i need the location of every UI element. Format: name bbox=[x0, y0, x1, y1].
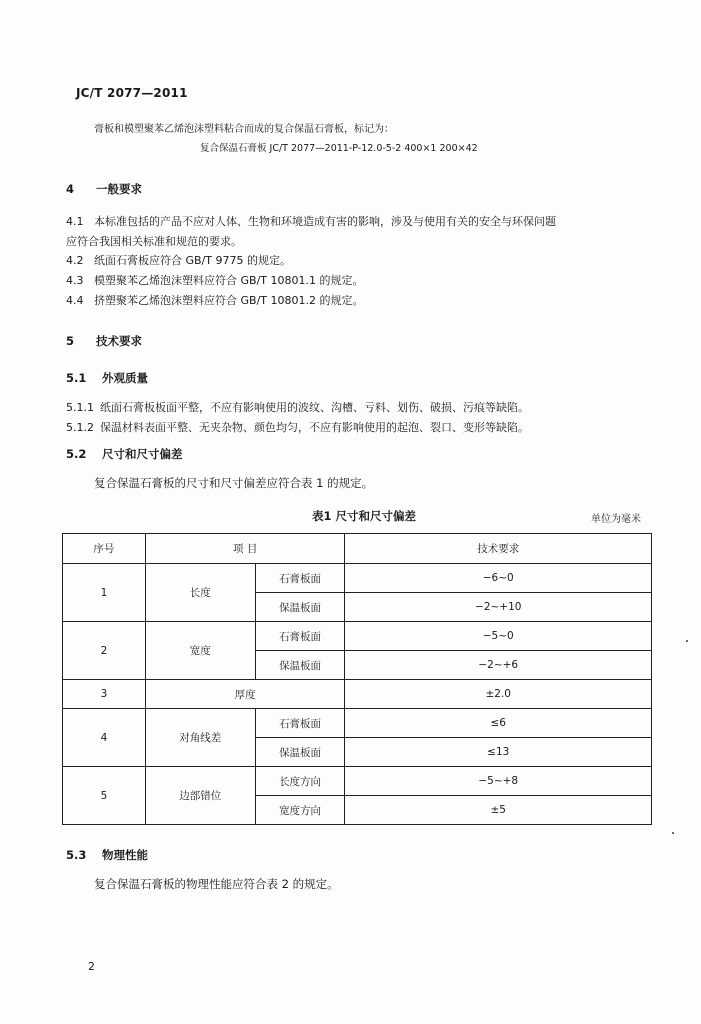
section-5-3-text: 复合保温石膏板的物理性能应符合表 2 的规定。 bbox=[94, 877, 339, 891]
section-5-heading bbox=[66, 333, 142, 349]
row-item: 边部错位 bbox=[145, 767, 255, 825]
header-item: 项 目 bbox=[145, 534, 345, 564]
clause-number: 4.4 bbox=[66, 294, 84, 307]
row-no: 1 bbox=[63, 564, 146, 622]
row-req: ±5 bbox=[345, 796, 652, 825]
row-req: −2~+6 bbox=[345, 651, 652, 680]
section-title: 尺寸和尺寸偏差 bbox=[102, 447, 183, 461]
row-subitem: 保温板面 bbox=[255, 593, 345, 622]
dimension-table bbox=[62, 533, 652, 825]
clause-4-1-continued: 应符合我国相关标准和规范的要求。 bbox=[66, 235, 242, 248]
row-subitem: 石膏板面 bbox=[255, 564, 345, 593]
header-no: 序号 bbox=[63, 534, 146, 564]
row-req: ≤13 bbox=[345, 738, 652, 767]
product-marking: 复合保温石膏板 JC/T 2077—2011-P-12.0-5-2 400×1 200×42 bbox=[200, 143, 478, 154]
section-5-2-heading bbox=[66, 446, 183, 462]
section-4-heading bbox=[66, 181, 142, 197]
section-number: 5.3 bbox=[66, 848, 87, 862]
section-number: 5.1 bbox=[66, 371, 87, 385]
row-req: −5~+8 bbox=[345, 767, 652, 796]
row-no: 3 bbox=[63, 680, 146, 709]
clause-text: 模塑聚苯乙烯泡沫塑料应符合 GB/T 10801.1 的规定。 bbox=[94, 274, 364, 287]
section-title: 技术要求 bbox=[96, 334, 142, 348]
row-item: 厚度 bbox=[145, 680, 345, 709]
row-item: 对角线差 bbox=[145, 709, 255, 767]
row-subitem: 石膏板面 bbox=[255, 709, 345, 738]
section-5-3-heading bbox=[66, 847, 148, 863]
row-subitem: 长度方向 bbox=[255, 767, 345, 796]
section-5-2-text: 复合保温石膏板的尺寸和尺寸偏差应符合表 1 的规定。 bbox=[94, 476, 374, 490]
table-row bbox=[63, 680, 652, 709]
row-req: −2~+10 bbox=[345, 593, 652, 622]
clause-text: 保温材料表面平整、无夹杂物、颜色均匀，不应有影响使用的起泡、裂口、变形等缺陷。 bbox=[100, 421, 529, 434]
row-req: −5~0 bbox=[345, 622, 652, 651]
clause-4-4 bbox=[66, 291, 363, 310]
scan-speck bbox=[672, 832, 674, 834]
clause-4-3 bbox=[66, 271, 363, 290]
clause-5-1-2 bbox=[66, 418, 529, 437]
clause-text: 本标准包括的产品不应对人体、生物和环境造成有害的影响，涉及与使用有关的安全与环保问题 bbox=[94, 215, 556, 228]
header-req: 技术要求 bbox=[345, 534, 652, 564]
intro-text: 膏板和模塑聚苯乙烯泡沫塑料粘合而成的复合保温石膏板，标记为： bbox=[94, 124, 394, 135]
row-no: 4 bbox=[63, 709, 146, 767]
clause-number: 5.1.2 bbox=[66, 421, 94, 434]
section-title: 外观质量 bbox=[102, 371, 148, 385]
clause-text: 纸面石膏板应符合 GB/T 9775 的规定。 bbox=[94, 254, 291, 267]
row-subitem: 宽度方向 bbox=[255, 796, 345, 825]
table-unit: 单位为毫米 bbox=[591, 514, 641, 525]
clause-4-2 bbox=[66, 251, 291, 270]
clause-text: 挤塑聚苯乙烯泡沫塑料应符合 GB/T 10801.2 的规定。 bbox=[94, 294, 364, 307]
section-5-1-heading bbox=[66, 370, 148, 386]
row-no: 2 bbox=[63, 622, 146, 680]
table-caption: 表1 尺寸和尺寸偏差 bbox=[312, 509, 417, 523]
row-subitem: 保温板面 bbox=[255, 738, 345, 767]
section-title: 一般要求 bbox=[96, 182, 142, 196]
row-subitem: 石膏板面 bbox=[255, 622, 345, 651]
row-item: 长度 bbox=[145, 564, 255, 622]
row-no: 5 bbox=[63, 767, 146, 825]
row-subitem: 保温板面 bbox=[255, 651, 345, 680]
clause-number: 5.1.1 bbox=[66, 401, 94, 414]
clause-4-1 bbox=[66, 212, 556, 231]
table-header-row bbox=[63, 534, 652, 564]
row-req: ≤6 bbox=[345, 709, 652, 738]
scan-speck bbox=[686, 640, 688, 642]
section-title: 物理性能 bbox=[102, 848, 148, 862]
clause-5-1-1 bbox=[66, 398, 529, 417]
row-req: −6~0 bbox=[345, 564, 652, 593]
section-number: 5.2 bbox=[66, 447, 87, 461]
section-number: 5 bbox=[66, 334, 75, 348]
table-row bbox=[63, 622, 652, 651]
row-req: ±2.0 bbox=[345, 680, 652, 709]
table-row bbox=[63, 709, 652, 738]
clause-number: 4.3 bbox=[66, 274, 84, 287]
clause-number: 4.2 bbox=[66, 254, 84, 267]
standard-code: JC/T 2077—2011 bbox=[76, 86, 188, 100]
section-number: 4 bbox=[66, 182, 75, 196]
table-row bbox=[63, 564, 652, 593]
table-row bbox=[63, 767, 652, 796]
clause-text: 纸面石膏板板面平整，不应有影响使用的波纹、沟槽、亏料、划伤、破损、污痕等缺陷。 bbox=[100, 401, 529, 414]
page-number: 2 bbox=[88, 960, 95, 973]
clause-number: 4.1 bbox=[66, 215, 84, 228]
row-item: 宽度 bbox=[145, 622, 255, 680]
